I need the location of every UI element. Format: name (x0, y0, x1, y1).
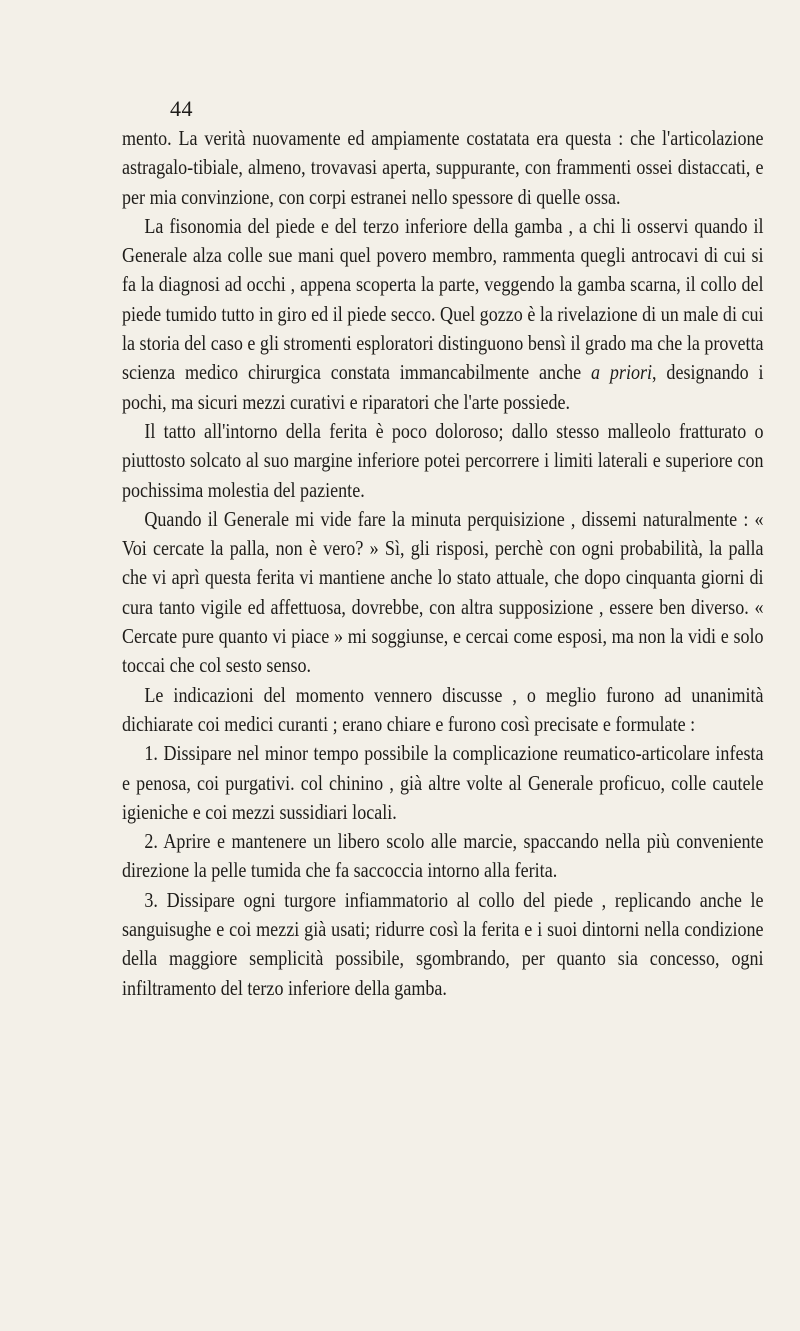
italic-phrase: a priori (590, 360, 653, 385)
text-segment: 3. Dissipare ogni turgore infiammatorio al collo del piede , replicando anche le sanguisughe e coi mezzi già usati; ridurre così la ferita e i suoi dintorni nella condizione della maggiore semplicità possibile, sgombrando, per quanto sia concesso, ogni infiltramento del terzo inferiore della gamba. (122, 887, 764, 1000)
paragraph (122, 212, 764, 417)
paragraph (122, 827, 764, 886)
page-number: 44 (170, 96, 193, 121)
paragraph (122, 739, 764, 827)
text-segment: , designando i pochi, ma sicuri mezzi curativi e riparatori che l'arte possiede. (122, 360, 764, 414)
text-segment: Il tatto all'intorno della ferita è poco doloroso; dallo stesso malleolo fratturato o piuttosto solcato al suo margine inferiore potei percorrere i limiti laterali e superiore con pochissima molestia del paziente. (122, 418, 764, 502)
paragraph (122, 681, 764, 740)
text-segment: mento. La verità nuovamente ed ampiamente costatata era questa : che l'articolazione astragalo-tibiale, almeno, trovavasi aperta, suppurante, con frammenti ossei distaccati, e per mia convinzione, con corpi estranei nello spessore di quelle ossa. (122, 126, 764, 209)
paragraph (122, 124, 764, 212)
text-segment: 1. Dissipare nel minor tempo possibile la complicazione reumatico-articolare infesta e penosa, coi purgativi. col chinino , già altre volte al Generale proficuo, colle cautele igieniche e coi mezzi sussidiari locali. (122, 741, 764, 824)
text-segment: Quando il Generale mi vide fare la minuta perquisizione , dissemi naturalmente : « Voi cercate la palla, non è vero? » Sì, gli risposi, perchè con ogni probabilità, la palla che vi aprì questa ferita vi mantiene anche lo stato attuale, che dopo cinquanta giorni di cura tanto vigile ed affettuosa, dovrebbe, con altra supposizione , essere ben diverso. « Cercate pure quanto vi piace » mi soggiunse, e cercai come esposi, ma non la vidi e solo toccai che col sesto senso. (122, 506, 764, 678)
paragraph (122, 505, 764, 681)
body-text (122, 124, 764, 1003)
paragraph (122, 886, 764, 1003)
text-segment: Le indicazioni del momento vennero discusse , o meglio furono ad unanimità dichiarate coi medici curanti ; erano chiare e furono così precisate e formulate : (122, 682, 764, 736)
paragraph (122, 417, 764, 505)
text-segment: 2. Aprire e mantenere un libero scolo alle marcie, spaccando nella più conveniente direzione la pelle tumida che fa saccoccia intorno alla ferita. (122, 829, 764, 883)
text-segment: La fisonomia del piede e del terzo inferiore della gamba , a chi li osservi quando il Generale alza colle sue mani quel povero membro, rammenta quegli antrocavi di cui si fa la diagnosi ad occhi , appena scoperta la parte, veggendo la gamba scarna, il collo del piede tumido tutto in giro ed il piede secco. Quel gozzo è la rivelazione di un male di cui la storia del caso e gli stromenti esploratori distinguono bensì il grado ma che la provetta scienza medico chirurgica constata immancabilmente anche (122, 213, 764, 385)
